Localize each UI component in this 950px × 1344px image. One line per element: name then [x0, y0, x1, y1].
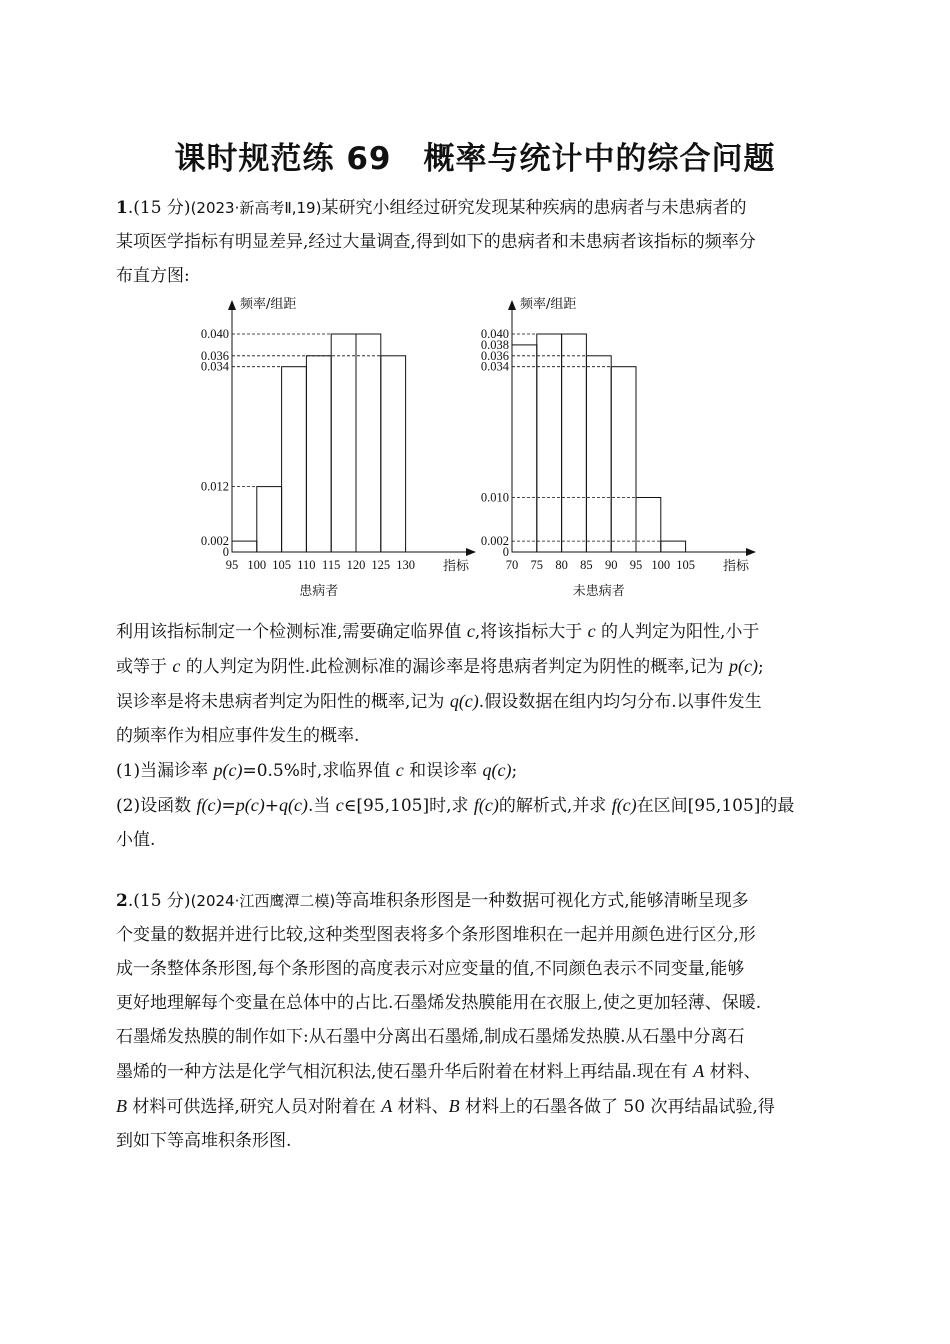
chart-caption: 患病者: [299, 584, 339, 599]
x-tick-label: 115: [322, 558, 341, 572]
y-tick-label: 0.040: [480, 327, 509, 341]
y-tick-label: 0.038: [480, 337, 509, 352]
x-tick-label: 100: [247, 558, 267, 572]
y-tick-label: 0.002: [200, 534, 229, 549]
sub-question-1: (1)当漏诊率 p(c)=0.5%时,求临界值 c 和误诊率 q(c);: [116, 760, 518, 781]
histogram-bar: [232, 541, 257, 552]
histogram-bar: [586, 356, 611, 552]
histogram-bar: [282, 367, 307, 552]
y-tick-label: 0.036: [200, 348, 229, 363]
y-tick-label: 0.034: [480, 359, 509, 374]
x-tick-label: 105: [272, 558, 291, 572]
x-tick-label: 75: [530, 558, 544, 572]
question-1-body: 利用该指标制定一个检测标准,需要确定临界值 c,将该指标大于 c 的人判定为阳性,小于 或等于 c 的人判定为阴性.此检测标准的漏诊率是将患病者判定为阴性的概率,记为 p(c); 误诊率是将未患病者判定为阳性的概率,记为 q(c).假设数据在组内均匀分布.以事件发生 的频率作为相应事件发生的概率. (1)当漏诊率 p(c)=0.5%时,求临界值 c 和误诊率 q(c); (2)设函数 f(c)=p(c)+q(c).当 c∈[95,105]时,求 f(c)的解析式,并求 f(c)在区间[95,105]的最 小值.: [116, 614, 836, 857]
intro-line: 布直方图:: [116, 266, 190, 286]
y-tick-label: 0.040: [200, 327, 229, 341]
histogram-bar: [661, 541, 686, 552]
histogram-bar: [636, 498, 661, 553]
x-tick-label: 105: [676, 558, 695, 572]
histogram-bar: [512, 345, 537, 552]
intro-line: 某研究小组经过研究发现某种疾病的患病者与未患病者的: [321, 198, 747, 218]
sub-question-2: (2)设函数 f(c)=p(c)+q(c).当 c∈[95,105]时,求 f(c)的解析式,并求 f(c)在区间[95,105]的最: [116, 795, 795, 816]
x-axis-title: 指标: [442, 559, 470, 574]
y-tick-label: 0.012: [200, 479, 229, 494]
histogram-bar: [356, 334, 381, 552]
y-axis-arrow-icon: [508, 300, 516, 310]
histogram-non-patients: [460, 286, 780, 606]
x-tick-label: 120: [346, 558, 366, 572]
x-tick-label: 130: [396, 558, 415, 572]
x-tick-label: 90: [604, 558, 618, 572]
question-number: 1: [116, 198, 128, 218]
histogram-bar: [331, 334, 356, 552]
y-tick-label: 0.036: [480, 348, 509, 363]
x-tick-label: 70: [505, 558, 519, 572]
x-tick-label: 95: [225, 558, 239, 572]
question-points: .(15 分): [127, 891, 191, 911]
question-source: (2024·江西鹰潭二模): [190, 892, 336, 910]
x-tick-label: 110: [297, 558, 316, 572]
y-tick-label: 0: [502, 545, 509, 559]
histogram-bar: [257, 487, 282, 552]
y-axis-title: 频率/组距: [240, 297, 297, 312]
question-source: (2023·新高考Ⅱ,19): [190, 199, 322, 217]
question-1-intro: [116, 191, 836, 293]
y-axis-title: 频率/组距: [520, 297, 577, 312]
y-tick-label: 0: [222, 545, 229, 559]
x-tick-label: 95: [629, 558, 643, 572]
histogram-bar: [381, 356, 406, 552]
intro-line: 某项医学指标有明显差异,经过大量调查,得到如下的患病者和未患病者该指标的频率分: [116, 232, 756, 252]
x-tick-label: 125: [371, 558, 391, 572]
page-title: 课时规范练 69 概率与统计中的综合问题: [174, 141, 776, 177]
chart-caption: 未患病者: [572, 584, 625, 599]
question-2: 2.(15 分)(2024·江西鹰潭二模)等高堆积条形图是一种数据可视化方式,能够清晰呈现多 个变量的数据并进行比较,这种类型图表将多个条形图堆积在一起并用颜色进行区分,形 成一条整体条形图,每个条形图的高度表示对应变量的值,不同颜色表示不同变量,能够 更好地理解每个变量在总体中的占比.石墨烯发热膜能用在衣服上,使之更加轻薄、保暖. 石墨烯发热膜的制作如下:从石墨中分离出石墨烯,制成石墨烯发热膜.从石墨中分离石 墨烯的一种方法是化学气相沉积法,使石墨升华后附着在材料上再结晶.现在有 A 材料、 B 材料可供选择,研究人员对附着在 A 材料、B 材料上的石墨各做了 50 次再结晶试验,得 到如下等高堆积条形图.: [116, 891, 775, 1151]
histogram-patients: [180, 286, 500, 606]
x-tick-label: 100: [651, 558, 671, 572]
x-tick-label: 85: [580, 558, 593, 572]
question-points: .(15 分): [127, 198, 191, 218]
y-axis-arrow-icon: [228, 300, 236, 310]
x-axis-arrow-icon: [746, 548, 756, 556]
histogram-bar: [611, 367, 636, 552]
x-tick-label: 80: [555, 558, 568, 572]
y-tick-label: 0.010: [480, 490, 509, 505]
y-tick-label: 0.002: [480, 534, 509, 549]
y-tick-label: 0.034: [200, 359, 229, 374]
x-axis-title: 指标: [722, 559, 750, 574]
histogram-bar: [306, 356, 331, 552]
question-number: 2: [116, 891, 128, 911]
